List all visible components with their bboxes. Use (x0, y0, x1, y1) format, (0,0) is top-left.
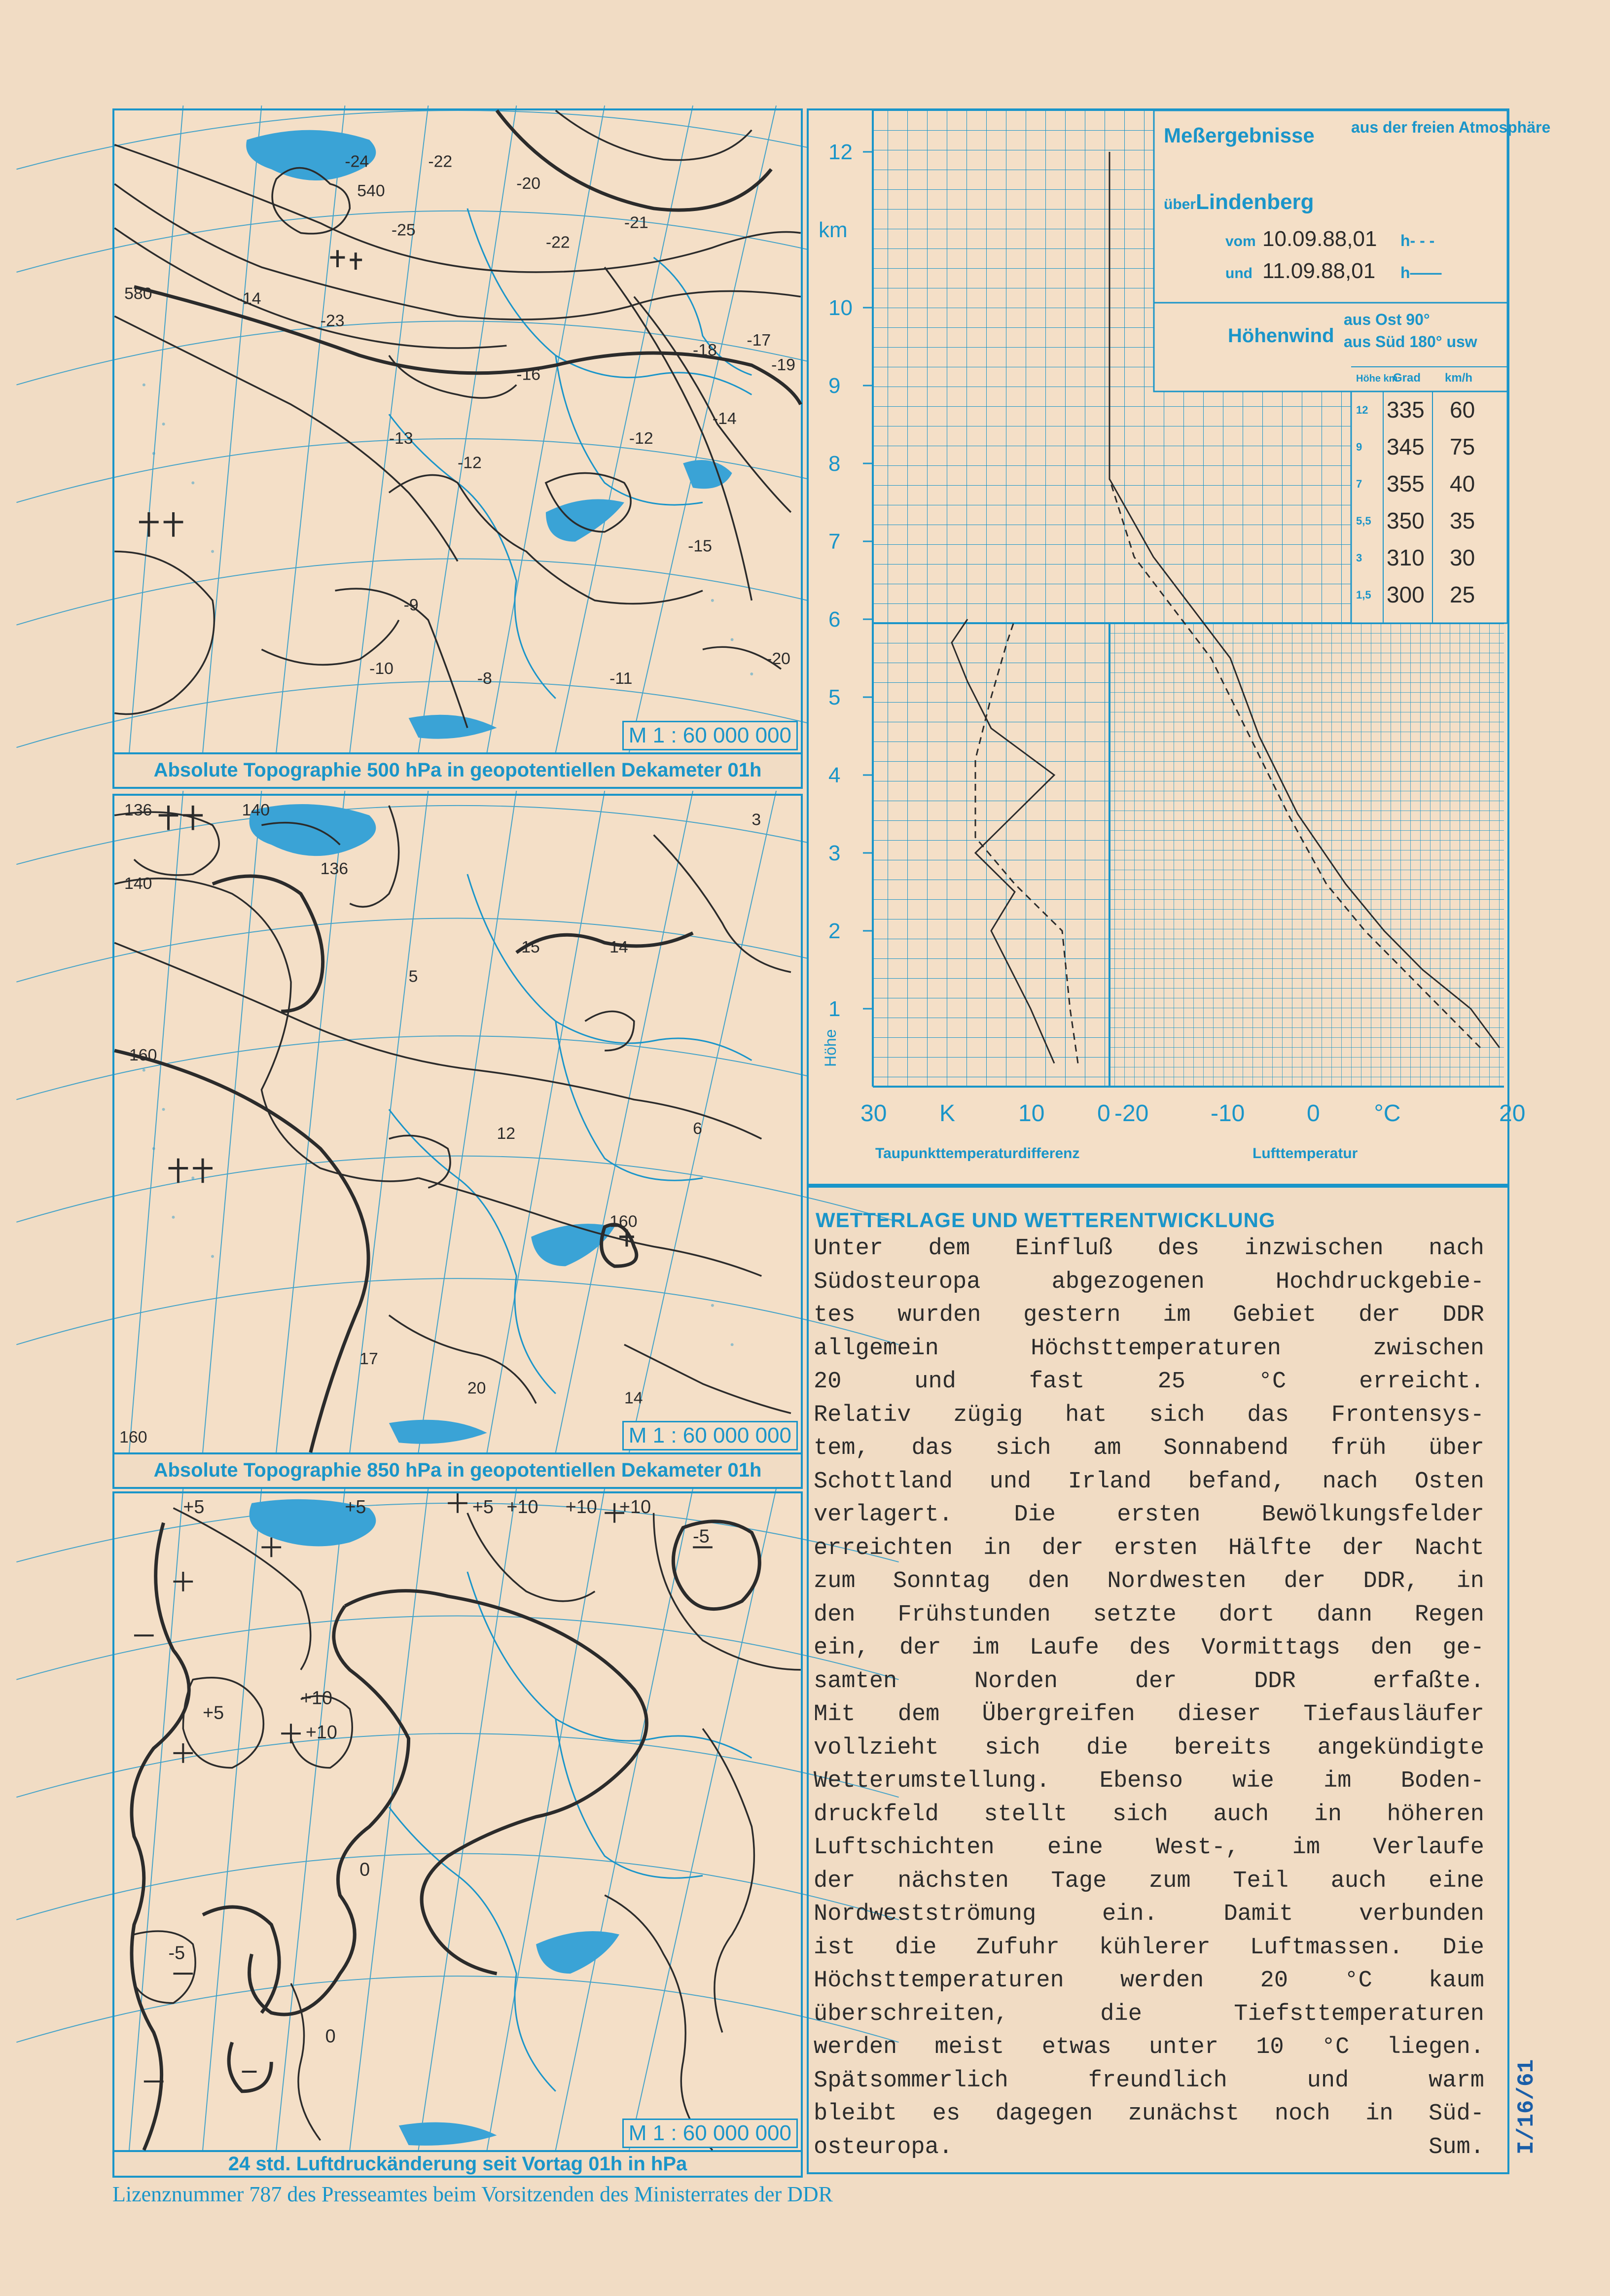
y-tick-label: 3 (828, 841, 841, 865)
und-label: und (1225, 265, 1252, 282)
isohypse-label: -18 (693, 340, 717, 359)
text-line: druckfeld stellt sich auch in höheren (814, 1801, 1484, 1828)
wind-row-direction: 350 (1387, 508, 1425, 533)
isohypse-label: -14 (237, 289, 261, 308)
date-2-line: h—— (1400, 264, 1442, 282)
text-line-last: osteuropa. (814, 2134, 953, 2160)
isohypse-label: -10 (369, 659, 394, 678)
wind-row-speed: 75 (1450, 434, 1475, 459)
map-850hpa (112, 794, 803, 1454)
text-line: ist die Zufuhr kühlerer Luftmassen. Die (814, 1934, 1484, 1961)
map-scale: M 1 : 60 000 000 (622, 1421, 798, 1450)
y-tick-label: 12 (828, 140, 853, 164)
temp-tick-label: 0 (1307, 1100, 1320, 1127)
weather-text-panel (807, 1186, 1509, 2174)
isohypse-label: -25 (391, 220, 416, 240)
isohypse-label: -14 (712, 409, 737, 428)
text-line: tem, das sich am Sonnabend früh über (814, 1435, 1484, 1461)
y-tick-label: 8 (828, 452, 841, 476)
wind-row-speed: 25 (1450, 582, 1475, 607)
change-label: +5 (472, 1496, 494, 1518)
isohypse-label: 14 (609, 938, 628, 957)
wind-note-1: aus Ost 90° (1344, 311, 1430, 328)
dew-axis-label: Taupunkttemperaturdifferenz (875, 1145, 1080, 1162)
wind-row-direction: 335 (1387, 397, 1425, 423)
isohypse-label: 140 (242, 800, 270, 819)
y-tick-label: 9 (828, 374, 841, 398)
isohypse-label: -20 (516, 174, 541, 193)
text-line: ein, der im Laufe des Vormittags den ge- (814, 1635, 1484, 1661)
isohypse-label: -22 (428, 152, 453, 171)
text-line: Spätsommerlich freundlich und warm (814, 2067, 1484, 2094)
wind-row-direction: 345 (1387, 434, 1425, 459)
wind-title: Höhenwind (1228, 325, 1334, 347)
wind-table (1351, 391, 1507, 623)
map-caption-850hpa (112, 1454, 803, 1489)
sonde-title: Meßergebnisse (1164, 124, 1315, 147)
y-tick-label: 6 (828, 607, 841, 632)
text-line: tes wurden gestern im Gebiet der DDR (814, 1302, 1484, 1328)
caption-text: Absolute Topographie 500 hPa in geopotentiellen Dekameter 01h (153, 759, 762, 781)
isohypse-label: 160 (609, 1212, 638, 1231)
wind-row-height: 1,5 (1356, 589, 1371, 601)
signature: Sum. (1429, 2134, 1484, 2160)
change-label: +5 (203, 1702, 224, 1724)
temp-tick-label: 20 (1499, 1100, 1526, 1127)
text-line: bleibt es dagegen zunächst noch in Süd- (814, 2101, 1484, 2127)
map-caption-pressure-change (112, 2152, 803, 2178)
date-2: 11.09.88,01 (1262, 259, 1376, 283)
isohypse-label: 5 (408, 967, 418, 986)
date-1-line: h- - - (1400, 232, 1435, 249)
sounding-chart (809, 110, 1551, 1184)
text-line: vollzieht sich die bereits angekündigte (814, 1734, 1484, 1761)
change-label: +10 (619, 1496, 651, 1518)
map-pressure-change (112, 1491, 803, 2152)
temp-tick-label: -20 (1114, 1100, 1149, 1127)
text-line: werden meist etwas unter 10 °C liegen. (814, 2034, 1484, 2060)
caption-text: Absolute Topographie 850 hPa in geopotentiellen Dekameter 01h (153, 1459, 762, 1481)
text-line: den Frühstunden setzte dort dann Regen (814, 1601, 1484, 1628)
change-label: 0 (325, 2026, 336, 2047)
map-850hpa-drawing (114, 796, 801, 1452)
isohypse-label: 17 (359, 1349, 378, 1369)
y-tick-label: 1 (828, 997, 841, 1021)
y-tick-label: 5 (828, 685, 841, 709)
text-title: WETTERLAGE UND WETTERENTWICKLUNG (816, 1208, 1276, 1232)
sounding-diagram (807, 108, 1551, 1186)
wind-row-speed: 60 (1450, 397, 1475, 423)
station-prefix: über (1164, 196, 1196, 212)
text-line: Relativ zügig hat sich das Frontensys- (814, 1402, 1484, 1428)
map-500hpa-drawing (114, 110, 801, 752)
isohypse-label: -22 (545, 233, 570, 252)
wind-row-height: 9 (1356, 441, 1362, 453)
map-caption-500hpa (112, 754, 803, 789)
dew-tick-label: 10 (1018, 1100, 1045, 1127)
isohypse-label: -15 (688, 536, 712, 556)
wind-note-2: aus Süd 180° usw (1344, 333, 1477, 351)
isohypse-label: 3 (751, 810, 761, 829)
wind-row-height: 3 (1356, 552, 1362, 564)
text-line: Mit dem Übergreifen dieser Tiefausläufer (814, 1701, 1484, 1728)
text-line: Unter dem Einfluß des inzwischen nach (814, 1236, 1484, 1262)
dew-tick-label: 30 (860, 1100, 887, 1127)
change-label: +10 (300, 1688, 332, 1709)
isohypse-label: 136 (124, 800, 152, 819)
change-label: +10 (305, 1722, 337, 1743)
dew-tick-label: 0 (1097, 1100, 1110, 1127)
wind-row-direction: 300 (1387, 582, 1425, 607)
vom-label: vom (1225, 233, 1256, 249)
y-tick-label: 7 (828, 530, 841, 554)
change-label: 0 (359, 1859, 370, 1880)
text-line: Schottland und Irland befand, nach Osten (814, 1468, 1484, 1495)
isohypse-label: 160 (119, 1428, 147, 1447)
y-tick-label: 10 (828, 296, 853, 320)
isohypse-label: -9 (403, 595, 419, 614)
change-label: -5 (693, 1526, 710, 1547)
change-label: +5 (345, 1496, 366, 1518)
text-line: zum Sonntag den Nordwesten der DDR, in (814, 1568, 1484, 1594)
change-label: +10 (506, 1496, 538, 1518)
isohypse-label: -21 (624, 213, 648, 232)
text-line: samten Norden der DDR erfaßte. (814, 1668, 1484, 1695)
text-line: allgemein Höchsttemperaturen zwischen (814, 1335, 1484, 1362)
isohypse-label: 20 (467, 1378, 486, 1398)
isohypse-label: 14 (624, 1388, 643, 1408)
text-line: überschreiten, die Tiefsttemperaturen (814, 2001, 1484, 2027)
y-tick-label: 4 (828, 763, 841, 787)
license-line: Lizenznummer 787 des Presseamtes beim Vorsitzenden des Ministerrates der DDR (112, 2182, 833, 2206)
isohypse-label: 140 (124, 874, 152, 893)
temp-tick-label: °C (1374, 1100, 1401, 1127)
change-label: -5 (168, 1943, 185, 1964)
text-line: verlagert. Die ersten Bewölkungsfelder (814, 1502, 1484, 1528)
map-scale: M 1 : 60 000 000 (622, 721, 798, 750)
text-line: der nächsten Tage zum Teil auch eine (814, 1868, 1484, 1894)
wind-row-speed: 40 (1450, 471, 1475, 496)
isohypse-label: -11 (609, 669, 633, 688)
wind-row-speed: 35 (1450, 508, 1475, 533)
col-hoehe: Höhe km (1356, 373, 1398, 384)
map-500hpa (112, 108, 803, 754)
caption-text: 24 std. Luftdruckänderung seit Vortag 01h in hPa (228, 2153, 687, 2175)
isohypse-label: -17 (747, 331, 771, 350)
isohypse-label: 136 (320, 859, 349, 879)
isohypse-label: -19 (771, 355, 795, 374)
map-pressure-change-drawing (114, 1493, 801, 2150)
wind-row-direction: 310 (1387, 545, 1425, 570)
text-line: Nordwestströmung ein. Damit verbunden (814, 1901, 1484, 1927)
weather-text-body (814, 1232, 1484, 2164)
isohypse-label: -20 (766, 649, 790, 669)
text-line: Luftschichten eine West-, im Verlaufe (814, 1835, 1484, 1861)
isohypse-label: -12 (629, 428, 653, 448)
change-label: +5 (183, 1496, 205, 1518)
isohypse-label: -24 (345, 152, 369, 171)
isohypse-label: -23 (320, 311, 345, 330)
isohypse-label: 6 (693, 1119, 702, 1138)
wind-row-direction: 355 (1387, 471, 1425, 496)
wind-row-height: 7 (1356, 478, 1362, 490)
map-scale: M 1 : 60 000 000 (622, 2119, 798, 2148)
date-1: 10.09.88,01 (1262, 227, 1377, 251)
text-line: Höchsttemperaturen werden 20 °C kaum (814, 1968, 1484, 1994)
wind-row-speed: 30 (1450, 545, 1475, 570)
text-line: Südosteuropa abgezogenen Hochdruckgebie- (814, 1269, 1484, 1295)
isohypse-label: 12 (497, 1124, 516, 1143)
wind-row-height: 12 (1356, 404, 1368, 416)
isohypse-label: 15 (521, 938, 540, 957)
dew-tick-label: K (939, 1100, 956, 1127)
isohypse-label: -8 (477, 669, 492, 688)
text-line: 20 und fast 25 °C erreicht. (814, 1369, 1484, 1395)
temp-tick-label: -10 (1211, 1100, 1245, 1127)
col-grad: Grad (1393, 371, 1421, 385)
height-axis-label: Höhe (822, 1029, 839, 1067)
km-label: km (819, 218, 848, 242)
wind-row-height: 5,5 (1356, 515, 1371, 527)
isohypse-label: -16 (516, 365, 541, 384)
temp-axis-label: Lufttemperatur (1252, 1145, 1358, 1162)
text-line (814, 2131, 1484, 2164)
isohypse-label: 580 (124, 284, 152, 303)
station-name: Lindenberg (1196, 190, 1314, 214)
change-label: +10 (565, 1496, 597, 1518)
archive-code: I/16/61 (1514, 2059, 1539, 2155)
isohypse-label: -13 (389, 428, 413, 448)
isohypse-label: 540 (357, 181, 385, 200)
sonde-subtitle: aus der freien Atmosphäre (1351, 118, 1551, 136)
text-line: Wetterumstellung. Ebenso wie im Boden- (814, 1768, 1484, 1794)
isohypse-label: 160 (129, 1045, 157, 1064)
isohypse-label: -12 (458, 453, 482, 472)
text-line: erreichten in der ersten Hälfte der Nacht (814, 1535, 1484, 1561)
y-tick-label: 2 (828, 919, 841, 943)
col-kmh: km/h (1445, 371, 1473, 385)
